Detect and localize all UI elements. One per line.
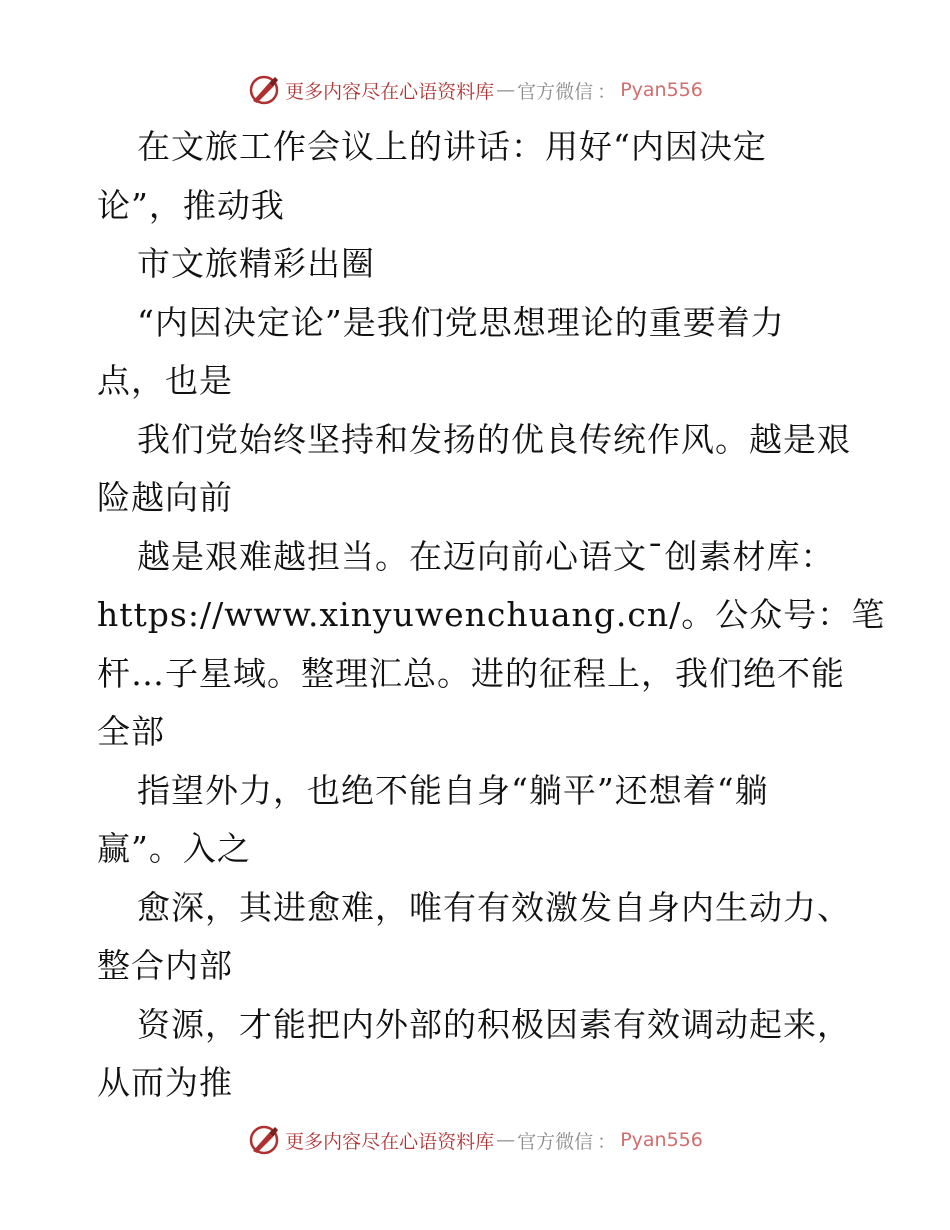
banner-wechat-label: 官方微信: [517, 1130, 594, 1153]
header-watermark: [0, 70, 950, 110]
banner-wechat-id: Pyan556: [620, 79, 703, 101]
banner-separator: —: [496, 79, 516, 101]
text-line: 赢”。入之: [97, 829, 251, 868]
text-line: 越是艰难越担当。在迈向前心语文¯创素材库：: [137, 536, 835, 576]
footer-watermark: [0, 1120, 950, 1160]
text-line: 险越向前: [97, 478, 233, 517]
text-line: 我们党始终坚持和发扬的优良传统作风。越是艰: [137, 419, 851, 459]
banner-text: 更多内容尽在心语资料库: [285, 1130, 495, 1153]
text-line: 指望外力，也绝不能自身“躺平”还想着“躺: [137, 770, 769, 810]
banner-text: 更多内容尽在心语资料库: [285, 80, 495, 103]
text-line: https://www.xinyuwenchuang.cn/。公众号：笔: [97, 595, 886, 634]
text-line: 愈深，其进愈难，唯有有效激发自身内生动力、: [137, 887, 851, 927]
text-line: 论”，推动我: [97, 185, 285, 225]
text-line: 点，也是: [97, 361, 233, 400]
banner-separator: —: [496, 1129, 516, 1151]
text-line: 从而为推: [97, 1063, 233, 1102]
text-line: 全部: [97, 712, 165, 751]
pen-logo-icon: [247, 73, 281, 107]
banner-colon: ：: [597, 1130, 617, 1153]
banner-wechat-label: 官方微信: [517, 80, 594, 103]
text-line: 资源，才能把内外部的积极因素有效调动起来，: [137, 1004, 851, 1044]
banner-colon: ：: [597, 80, 617, 103]
pen-logo-icon: [247, 1123, 281, 1157]
text-line: “内因决定论”是我们党思想理论的重要着力: [137, 302, 785, 342]
text-line: 杆…子星域。整理汇总。进的征程上，我们绝不能: [97, 653, 845, 693]
document-body: [97, 118, 886, 1113]
text-line: 整合内部: [97, 946, 233, 985]
banner-wechat-id: Pyan556: [620, 1129, 703, 1151]
text-line: 在文旅工作会议上的讲话：用好“内因决定: [137, 127, 767, 166]
text-line: 市文旅精彩出圈: [137, 244, 375, 283]
